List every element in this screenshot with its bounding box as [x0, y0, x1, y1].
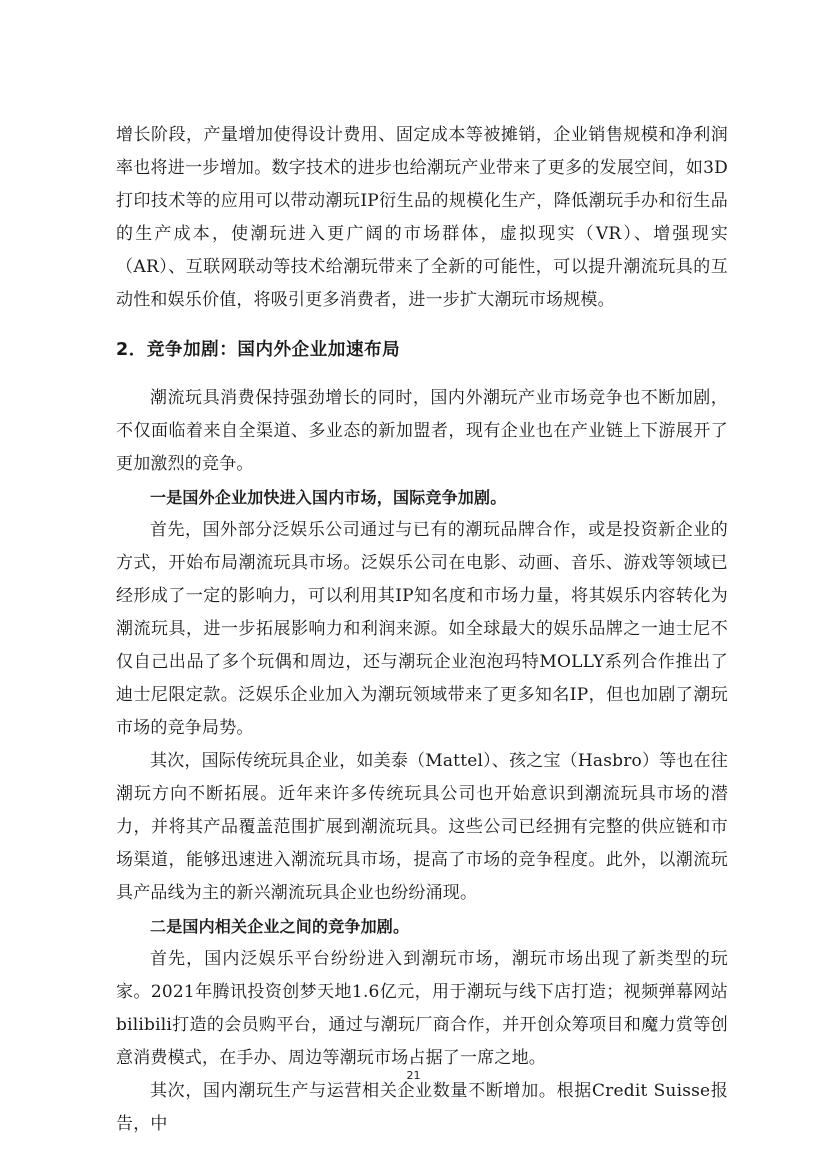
subheading-foreign-competition: 一是国外企业加快进入国内市场，国际竞争加剧。: [150, 488, 507, 507]
paragraph-domestic-companies: 其次，国内潮玩生产与运营相关企业数量不断增加。根据Credit Suisse报告，中: [116, 1081, 728, 1134]
page-number: 21: [406, 1069, 421, 1082]
section-heading: 2．竞争加剧：国内外企业加速布局: [116, 340, 401, 360]
paragraph-traditional-toy-companies: 其次，国际传统玩具企业，如美泰（Mattel）、孩之宝（Hasbro）等也在往潮玩方向不断拓展。近年来许多传统玩具公司也开始意识到潮流玩具市场的潜力，并将其产品覆盖范围扩展到潮流玩具。这些公司已经拥有完整的供应链和市场渠道，能够迅速进入潮流玩具市场，提高了市场的竞争程度。此外，以潮流玩具产品线为主的新兴潮流玩具企业也纷纷涌现。: [116, 751, 728, 903]
paragraph-entertainment-companies: 首先，国外部分泛娱乐公司通过与已有的潮玩品牌合作，或是投资新企业的方式，开始布局潮流玩具市场。泛娱乐公司在电影、动画、音乐、游戏等领域已经形成了一定的影响力，可以利用其IP知名度和市场力量，将其娱乐内容转化为潮流玩具，进一步拓展影响力和利润来源。如全球最大的娱乐品牌之一迪士尼不仅自己出品了多个玩偶和周边，还与潮玩企业泡泡玛特MOLLY系列合作推出了迪士尼限定款。泛娱乐企业加入为潮玩领域带来了更多知名IP，但也加剧了潮玩市场的竞争局势。: [116, 520, 728, 738]
subheading-domestic-competition: 二是国内相关企业之间的竞争加剧。: [150, 917, 410, 936]
page-body: [116, 119, 728, 1141]
paragraph-domestic-platforms: 首先，国内泛娱乐平台纷纷进入到潮玩市场，潮玩市场出现了新类型的玩家。2021年腾讯投资创梦天地1.6亿元，用于潮玩与线下店打造；视频弹幕网站bilibili打造的会员购平台，通过与潮玩厂商合作，并开创众筹项目和魔力赏等创意消费模式，在手办、周边等潮玩市场占据了一席之地。: [116, 949, 728, 1068]
paragraph-competition-intro: 潮流玩具消费保持强劲增长的同时，国内外潮玩产业市场竞争也不断加剧，不仅面临着来自全渠道、多业态的新加盟者，现有企业也在产业链上下游展开了更加激烈的竞争。: [116, 388, 728, 474]
paragraph-growth-stage: 增长阶段，产量增加使得设计费用、固定成本等被摊销，企业销售规模和净利润率也将进一步增加。数字技术的进步也给潮玩产业带来了更多的发展空间，如3D打印技术等的应用可以带动潮玩IP衍生品的规模化生产，降低潮玩手办和衍生品的生产成本，使潮玩进入更广阔的市场群体，虚拟现实（VR）、增强现实（AR）、互联网联动等技术给潮玩带来了全新的可能性，可以提升潮流玩具的互动性和娱乐价值，将吸引更多消费者，进一步扩大潮玩市场规模。: [116, 125, 728, 310]
